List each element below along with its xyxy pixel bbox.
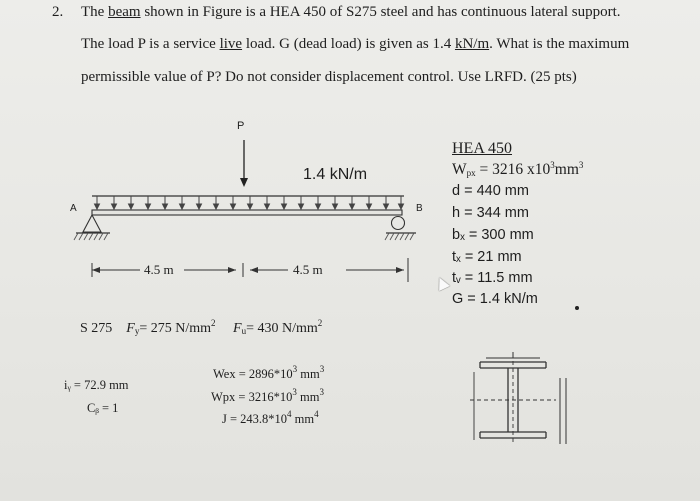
- support-b-label: B: [416, 203, 423, 214]
- material-grade: S 275: [80, 321, 113, 336]
- section-g: G = 1.4 kN/m: [452, 291, 538, 307]
- material-properties: S 275 $F_y= 275$ $N/mm^2$ $F_u= 430$ $N/mm^2$: [80, 318, 323, 336]
- iy-value: iᵧ = 72.9 mm: [64, 378, 129, 392]
- underlined-kn-m: kN/m: [454, 36, 490, 52]
- problem-line-1: The beam shown in Figure is a HEA 450 of S275 steel and has continuous lateral support.: [81, 4, 621, 20]
- span-left-label: 4.5 m: [144, 262, 174, 277]
- roller-support-b: [392, 217, 405, 230]
- problem-line-3: permissible value of P? Do not consider displacement control. Use LRFD. (25 pts): [81, 69, 577, 85]
- distributed-load-label: 1.4 kN/m: [303, 166, 368, 183]
- i-section-sketch: [470, 352, 566, 444]
- section-title: HEA 450: [452, 140, 512, 157]
- beam: [92, 210, 402, 215]
- section-d: d = 440 mm: [452, 183, 529, 199]
- section-tw: tᵥ = 11.5 mm: [452, 270, 533, 286]
- section-wpx: $W_{px} = 3216$ $x10^3mm^3$: [452, 160, 584, 178]
- dot-mark: [575, 306, 579, 310]
- distributed-load-arrows: [95, 196, 404, 209]
- span-right-label: 4.5 m: [293, 262, 323, 277]
- load-p-label: P: [237, 120, 245, 132]
- problem-number: 2.: [52, 4, 64, 20]
- underlined-live: live: [219, 36, 243, 52]
- point-load-arrowhead: [240, 178, 248, 187]
- section-tf: tₓ = 21 mm: [452, 249, 522, 265]
- underlined-beam: beam: [108, 4, 141, 20]
- problem-line-2: The load P is a service live load. G (dead load) is given as 1.4 kN/m. What is the maximum: [81, 36, 630, 52]
- section-h: h = 344 mm: [452, 205, 529, 221]
- support-a-label: A: [70, 203, 77, 214]
- cb-value: Cᵦ = 1: [87, 401, 119, 415]
- pin-support-a: [83, 215, 101, 232]
- j-value: $J = 243.8*10^4$ $mm^4$: [222, 409, 319, 426]
- ground-hatch-b: [385, 233, 414, 240]
- wex-value: Wex = $2896*10^3$ $mm^3$: [213, 364, 325, 381]
- section-bf: bₓ = 300 mm: [452, 227, 534, 243]
- wpx-value: Wpx = $3216*10^3$ $mm^3$: [211, 387, 324, 404]
- ground-hatch-a: [74, 233, 108, 240]
